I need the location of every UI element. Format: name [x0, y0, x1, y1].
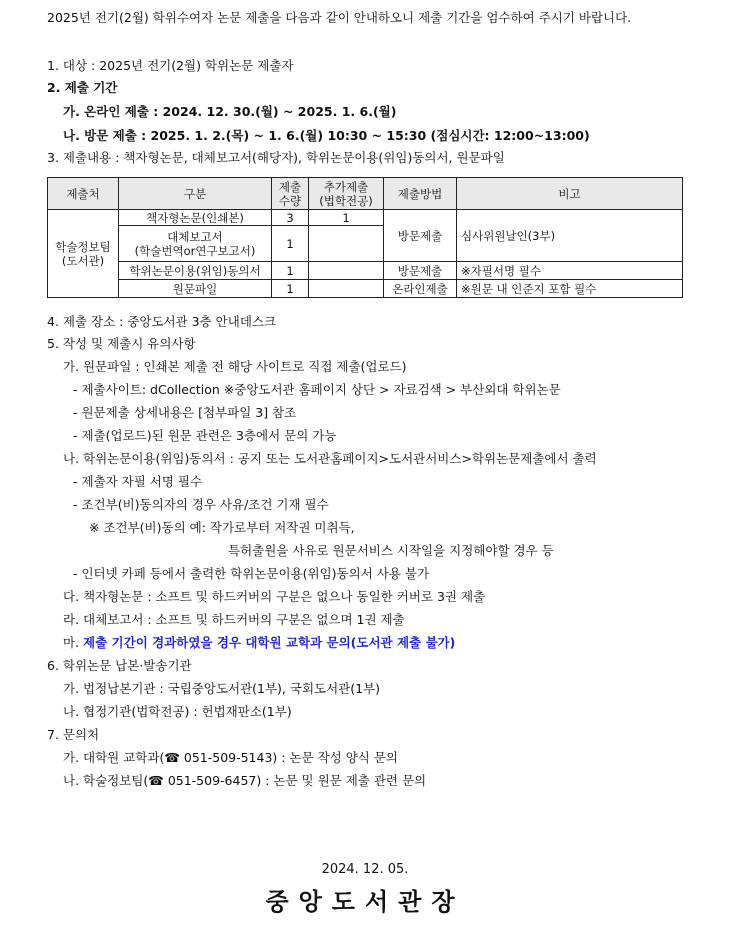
signature-date: 2024. 12. 05. — [321, 862, 409, 877]
section-5-ga-item3: - 제출(업로드)된 원문 관련은 3층에서 문의 가능 — [73, 428, 337, 443]
submission-table — [47, 177, 683, 298]
section-7-ga: 가. 대학원 교학과(☎ 051-509-5143) : 논문 작성 양식 문의 — [63, 750, 398, 765]
section-5-na-note: ※ 조건부(비)동의 예: 작가로부터 저작권 미취득, — [89, 520, 355, 535]
cell-place-line1: 학술정보팀 — [55, 239, 111, 254]
cell-type-line2: (학술번역or연구보고서) — [134, 243, 256, 258]
table-header-row — [48, 178, 683, 210]
cell-type — [119, 226, 272, 262]
section-5-na-item3: - 인터넷 카페 등에서 출력한 학위논문이용(위임)동의서 사용 불가 — [73, 566, 430, 581]
cell-type-line1: 대체보고서 — [167, 229, 223, 244]
cell-type: 원문파일 — [119, 280, 272, 298]
header-method: 제출방법 — [384, 178, 457, 210]
section-5-na: 나. 학위논문이용(위임)동의서 : 공지 또는 도서관홈페이지>도서관서비스>학위논문제출에서 출력 — [63, 451, 597, 466]
section-5-ma — [63, 635, 455, 651]
cell-extra: 1 — [309, 210, 384, 226]
section-5-ga-item2: - 원문제출 상세내용은 [첨부파일 3] 참조 — [73, 405, 297, 420]
header-place: 제출처 — [48, 178, 119, 210]
section-6-title: 6. 학위논문 납본·발송기관 — [47, 658, 192, 673]
cell-note: ※자필서명 필수 — [457, 262, 683, 280]
cell-method-merged: 방문제출 — [384, 210, 457, 262]
section-5-na-item1: - 제출자 자필 서명 필수 — [73, 474, 203, 489]
signature-name: 중앙도서관장 — [265, 888, 465, 916]
cell-method: 방문제출 — [384, 262, 457, 280]
section-6-na: 나. 협정기관(법학전공) : 헌법재판소(1부) — [63, 704, 292, 719]
header-type: 구분 — [119, 178, 272, 210]
section-6-ga: 가. 법정납본기관 : 국립중앙도서관(1부), 국회도서관(1부) — [63, 681, 381, 696]
section-2-title: 2. 제출 기간 — [47, 80, 118, 95]
header-qty — [272, 178, 309, 210]
section-7-na: 나. 학술정보팀(☎ 051-509-6457) : 논문 및 원문 제출 관련 문의 — [63, 773, 427, 788]
section-3-contents: 3. 제출내용 : 책자형논문, 대체보고서(해당자), 학위논문이용(위임)동의서, 원문파일 — [47, 150, 505, 165]
cell-qty: 1 — [272, 226, 309, 262]
cell-method: 온라인제출 — [384, 280, 457, 298]
cell-extra — [309, 262, 384, 280]
section-5-na-item2: - 조건부(비)동의자의 경우 사유/조건 기재 필수 — [73, 497, 329, 512]
section-2-online: 가. 온라인 제출 : 2024. 12. 30.(월) ~ 2025. 1. 6.(월) — [63, 104, 397, 119]
section-5-title: 5. 작성 및 제출시 유의사항 — [47, 336, 196, 351]
table-row — [48, 210, 683, 226]
intro-text: 2025년 전기(2월) 학위수여자 논문 제출을 다음과 같이 안내하오니 제출 기간을 엄수하여 주시기 바랍니다. — [47, 10, 632, 25]
cell-qty: 1 — [272, 262, 309, 280]
header-qty-line2: 수량 — [278, 193, 302, 208]
header-extra-line2: (법학전공) — [319, 193, 373, 208]
table-row — [48, 262, 683, 280]
header-extra-line1: 추가제출 — [323, 179, 369, 194]
header-extra — [309, 178, 384, 210]
section-5-ga: 가. 원문파일 : 인쇄본 제출 전 해당 사이트로 직접 제출(업로드) — [63, 359, 407, 374]
cell-note-merged: 심사위원날인(3부) — [457, 210, 683, 262]
section-2-visit: 나. 방문 제출 : 2025. 1. 2.(목) ~ 1. 6.(월) 10:30 ~ 15:30 (점심시간: 12:00~13:00) — [63, 128, 590, 143]
cell-note: ※원문 내 인준지 포함 필수 — [457, 280, 683, 298]
cell-extra — [309, 280, 384, 298]
cell-place-line2: (도서관) — [61, 253, 105, 268]
section-5-na-note-cont: 특허출원을 사유로 원문서비스 시작일을 지정해야할 경우 등 — [228, 543, 554, 558]
cell-qty: 1 — [272, 280, 309, 298]
section-5-da: 다. 책자형논문 : 소프트 및 하드커버의 구분은 없으나 동일한 커버로 3권 제출 — [63, 589, 486, 604]
header-qty-line1: 제출 — [278, 179, 302, 194]
table-row — [48, 280, 683, 298]
cell-type: 책자형논문(인쇄본) — [119, 210, 272, 226]
section-1-target: 1. 대상 : 2025년 전기(2월) 학위논문 제출자 — [47, 58, 294, 73]
header-note: 비고 — [457, 178, 683, 210]
section-4-place: 4. 제출 장소 : 중앙도서관 3층 안내데스크 — [47, 314, 277, 329]
section-7-title: 7. 문의처 — [47, 727, 100, 742]
cell-type: 학위논문이용(위임)동의서 — [119, 262, 272, 280]
section-5-ra: 라. 대체보고서 : 소프트 및 하드커버의 구분은 없으며 1권 제출 — [63, 612, 405, 627]
cell-extra — [309, 226, 384, 262]
section-5-ma-prefix: 마. — [63, 635, 80, 650]
section-5-ma-warning: 제출 기간이 경과하였을 경우 대학원 교학과 문의(도서관 제출 불가) — [83, 635, 456, 650]
section-5-ga-item1: - 제출사이트: dCollection ※중앙도서관 홈페이지 상단 > 자료검색 > 부산외대 학위논문 — [73, 382, 561, 397]
cell-qty: 3 — [272, 210, 309, 226]
cell-place — [48, 210, 119, 298]
